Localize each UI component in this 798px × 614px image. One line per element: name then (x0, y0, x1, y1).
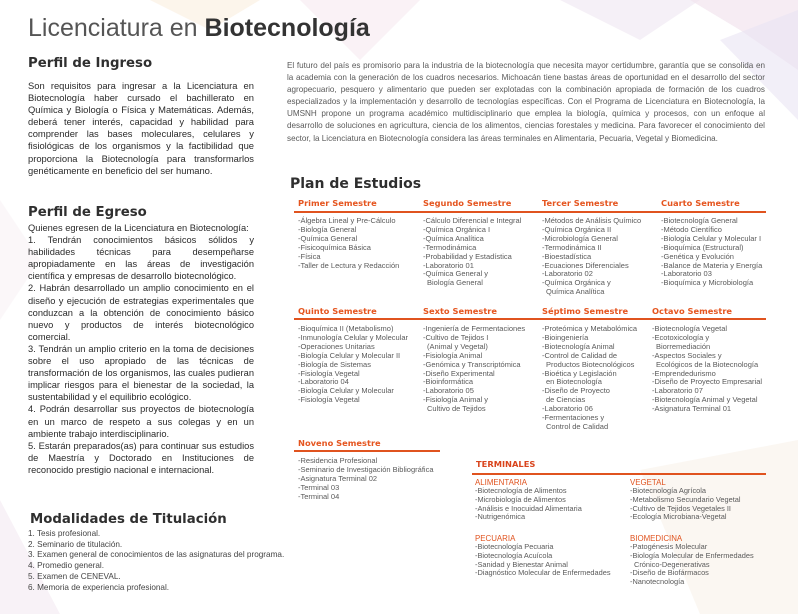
course: -Química General (298, 233, 358, 243)
modalidades-list (28, 529, 358, 593)
course: -Álgebra Lineal y Pre-Cálculo (298, 216, 396, 225)
terminales-heading: TERMINALES (476, 459, 536, 469)
course: -Laboratorio 01 (423, 260, 474, 270)
course: -Metabolismo Secundario Vegetal (630, 494, 741, 504)
course: -Asignatura Terminal 02 (298, 473, 378, 483)
terminal-area-items (475, 543, 611, 578)
semester-items (542, 217, 641, 297)
course: -Biología Celular y Molecular II (298, 350, 401, 360)
terminal-area-name: PECUARIA (475, 534, 516, 543)
egreso-point: 2. Habrán desarrollado un amplio conocimiento en el diseño y ejecución de estrategias experimentales que conduzcan a la obtención de conocimiento básico nuevo y productos de interés biotecnológico comercial. (28, 283, 254, 342)
course: -Método Científico (661, 224, 722, 234)
egreso-point: 4. Podrán desarrollar sus proyectos de biotecnología en un marco de respeto a sus colegas y en un ambiente trabajo interdisciplinario. (28, 404, 254, 439)
course: -Ecuaciones Diferenciales (542, 260, 629, 270)
course: -Proteómica y Metabolómica (542, 324, 638, 333)
ingreso-text: Son requisitos para ingresar a la Licenciatura en Biotecnología haber cursado el bachillerato en Química y Biología o Física y Matemáticas. Además, deberá tener interés, capacidad y habilidad para comprender las bases moleculares, celulares y fisiológicas de los organismos y la factibilidad que proporciona la Biotecnología para transformarlos genéticamente en beneficio del ser humano. (28, 80, 254, 176)
terminal-alimentaria (475, 478, 582, 522)
course: -Biología Molecular de Enfermedades (630, 550, 754, 560)
course: -Diseño de Proyecto (542, 386, 610, 396)
course: -Fisicoquímica Básica (298, 242, 371, 252)
course: -Laboratorio 02 (542, 269, 593, 279)
semester-items (423, 217, 521, 288)
semester-7 (542, 306, 637, 432)
course: Control de Calidad (546, 421, 609, 431)
semester-title: Octavo Semestre (652, 306, 733, 316)
course: -Ecotoxicología y (652, 332, 710, 342)
course: -Asignatura Terminal 01 (652, 404, 732, 414)
terminales-rule (472, 473, 766, 475)
semester-6 (423, 306, 525, 414)
plan-heading: Plan de Estudios (290, 176, 422, 192)
course: -Análisis e Inocuidad Alimentaria (475, 503, 582, 513)
course: -Patogénesis Molecular (630, 542, 708, 551)
course: Crónico-Degenerativas (634, 559, 710, 569)
egreso-point: 1. Tendrán conocimientos básicos sólidos y habilidades técnicas para desempeñarse apropiadamente en las áreas de investigación científica y empresas de desarrollo biotecnológico. (28, 235, 254, 282)
terminal-area-name: BIOMEDICINA (630, 534, 683, 543)
course: de Ciencias (546, 395, 586, 405)
modalidad-item: 4. Promedio general. (28, 561, 105, 571)
course: en Biotecnología (546, 377, 602, 387)
terminal-area-items (630, 487, 741, 522)
course: -Diseño de Biofármacos (630, 568, 709, 578)
course: -Fermentaciones y (542, 413, 605, 423)
course: -Genética y Evolución (661, 251, 734, 261)
course: -Métodos de Análisis Químico (542, 216, 642, 225)
course: -Biotecnología General (661, 216, 738, 225)
course: Biología General (427, 278, 483, 288)
course: -Ecología Microbiana-Vegetal (630, 512, 727, 522)
semester-title: Noveno Semestre (298, 438, 381, 448)
modalidad-item: 6. Memoria de experiencia profesional. (28, 582, 170, 592)
course: (Animal y Vegetal) (427, 341, 488, 351)
course: -Biotecnología Animal (542, 341, 615, 351)
course: -Termodinámica II (542, 242, 602, 252)
course: -Taller de Lectura y Redacción (298, 260, 400, 270)
course: -Terminal 04 (298, 491, 340, 501)
course: -Emprendedurismo (652, 368, 716, 378)
course: -Control de Calidad de (542, 350, 618, 360)
semester-title: Segundo Semestre (423, 198, 512, 208)
terminal-vegetal (630, 478, 741, 522)
course: -Cultivo de Tejidos I (423, 332, 489, 342)
course: -Nutrigenómica (475, 512, 526, 522)
semester-8 (652, 306, 762, 414)
course: -Cultivo de Tejidos Vegetales II (630, 503, 731, 513)
course: -Laboratorio 07 (652, 386, 703, 396)
course: -Química General y (423, 269, 489, 279)
course: -Fisiología Vegetal (298, 395, 360, 405)
course: -Química Orgánica y (542, 278, 611, 288)
terminal-area-name: VEGETAL (630, 478, 666, 487)
course: -Fisiología Animal (423, 350, 483, 360)
terminal-biomedicina (630, 534, 754, 587)
course: -Fisiología Vegetal (298, 368, 360, 378)
modalidades-heading: Modalidades de Titulación (30, 512, 227, 527)
course: -Biotecnología de Alimentos (475, 486, 567, 495)
course: -Bioquímica (Estructural) (661, 242, 744, 252)
course: -Bioinformática (423, 377, 474, 387)
course: -Aspectos Sociales y (652, 350, 722, 360)
course: -Inmunología Celular y Molecular (298, 332, 409, 342)
course: -Química Orgánica II (542, 224, 612, 234)
course: -Seminario de Investigación Bibliográfica (298, 464, 434, 474)
semester-title: Séptimo Semestre (542, 306, 629, 316)
course: -Biotecnología Agrícola (630, 486, 707, 495)
semester-title: Tercer Semestre (542, 198, 619, 208)
course: -Laboratorio 05 (423, 386, 474, 396)
course: -Terminal 03 (298, 482, 340, 492)
semester-items (298, 457, 434, 502)
course: -Laboratorio 03 (661, 269, 712, 279)
intro-paragraph: El futuro del país es promisorio para la industria de la biotecnología que necesita mayor certidumbre, garantía que se consolida en la academia con la generación de los cuadros necesarios. Michoacán tiene bastas áreas de oportunidad en el desarrollo del sector agropecuario, pesquero y alimentario que pueden ser explotadas con la combinación apropiada de formación de los cuadros especializados y la implementación y desarrollo de tecnologías específicas. Con el Programa de Licenciatura en Biotecnología, la UMSNH propone un programa académico multidisciplinario que emplea la biología, química y procesos, con un enfoque al desarrollo de soluciones en agricultura, ciencia de los alimentos, ciencias forestales y medicina. Para favorecer el conocimiento del sector, la Licenciatura en Biotecnología considera las áreas terminales en Alimentaria, Pecuaria, Vegetal y Biomedicina. (287, 61, 765, 143)
terminal-area-items (630, 543, 754, 587)
semester-1 (298, 198, 399, 270)
course: -Sanidad y Bienestar Animal (475, 559, 568, 569)
course: -Diseño Experimental (423, 368, 495, 378)
course: Ecológicos de la Biotecnología (656, 359, 759, 369)
egreso-intro: Quienes egresen de la Licenciatura en Biotecnología: (28, 223, 249, 233)
course: -Biología de Sistemas (298, 359, 371, 369)
semester-5 (298, 306, 408, 405)
course: -Laboratorio 06 (542, 404, 593, 414)
ingreso-heading: Perfil de Ingreso (28, 56, 153, 71)
modalidad-item: 1. Tesis profesional. (28, 529, 101, 538)
terminal-area-items (475, 487, 582, 522)
course: -Cálculo Diferencial e Integral (423, 216, 522, 225)
course: -Laboratorio 04 (298, 377, 349, 387)
semester-title: Primer Semestre (298, 198, 377, 208)
semester-title: Quinto Semestre (298, 306, 377, 316)
terminal-area-name: ALIMENTARIA (475, 478, 528, 487)
course: -Física (298, 251, 321, 261)
semester-items (423, 325, 525, 414)
course: -Probabilidad y Estadística (423, 251, 512, 261)
semester-items (661, 217, 762, 288)
course: -Biotecnología Acuícola (475, 550, 553, 560)
terminal-pecuaria (475, 534, 611, 578)
course: -Fisiología Animal y (423, 395, 489, 405)
course: -Diseño de Proyecto Empresarial (652, 377, 763, 387)
course: -Ingeniería de Fermentaciones (423, 324, 526, 333)
modalidad-item: 2. Seminario de titulación. (28, 539, 123, 549)
course: -Bioética y Legislación (542, 368, 617, 378)
course: -Biotecnología Vegetal (652, 324, 728, 333)
semester-9 (298, 438, 434, 502)
semester-items (652, 325, 762, 414)
modalidad-item: 5. Examen de CENEVAL. (28, 571, 121, 581)
semester-title: Cuarto Semestre (661, 198, 740, 208)
course: -Microbiología General (542, 233, 618, 243)
course: -Nanotecnología (630, 577, 685, 587)
course: -Diagnóstico Molecular de Enfermedades (475, 568, 611, 578)
semester-2 (423, 198, 521, 288)
course: -Operaciones Unitarias (298, 341, 375, 351)
semester-items (298, 325, 408, 405)
egreso-point: 3. Tendrán un amplio criterio en la toma de decisiones sobre el uso apropiado de las técnicas de transformación de los organismos, las cuales pudieran implicar riesgos para el bienestar de la sociedad, la sustentabilidad y el equilibrio ecológico. (28, 343, 254, 403)
course: -Bioingeniería (542, 332, 589, 342)
course: -Biología Celular y Molecular I (661, 233, 762, 243)
course: Productos Biotecnológicos (546, 359, 635, 369)
egreso-heading: Perfil de Egreso (28, 205, 147, 220)
egreso-text (28, 222, 254, 476)
page-title: Licenciatura en Biotecnología (28, 14, 370, 42)
course: -Bioestadística (542, 251, 592, 261)
course: -Bioquímica II (Metabolismo) (298, 324, 394, 333)
semester-3 (542, 198, 641, 297)
course: Biorremediación (656, 341, 711, 351)
course: -Biotecnología Pecuaria (475, 542, 554, 551)
course: -Química Analítica (423, 233, 484, 243)
course: -Biología Celular y Molecular (298, 386, 394, 396)
semester-title: Sexto Semestre (423, 306, 498, 316)
semester-items (298, 217, 399, 270)
course: -Termodinámica (423, 242, 477, 252)
course: -Genómica y Transcriptómica (423, 359, 521, 369)
semester-items (542, 325, 637, 432)
course: Cultivo de Tejidos (427, 404, 486, 414)
course: -Microbiología de Alimentos (475, 494, 566, 504)
course: -Biotecnología Animal y Vegetal (652, 395, 758, 405)
course: -Química Orgánica I (423, 224, 491, 234)
course: -Balance de Materia y Energía (661, 260, 763, 270)
course: -Residencia Profesional (298, 456, 378, 465)
egreso-point: 5. Estarán preparados(as) para continuar sus estudios de Maestría y Doctorado en Instituciones de reconocido prestigio nacional e internacional. (28, 440, 254, 475)
course: Química Analítica (546, 287, 605, 297)
course: -Biología General (298, 224, 357, 234)
modalidad-item: 3. Examen general de conocimientos de las asignaturas del programa. (28, 550, 285, 560)
semester-4 (661, 198, 762, 288)
course: -Bioquímica y Microbiología (661, 278, 754, 288)
